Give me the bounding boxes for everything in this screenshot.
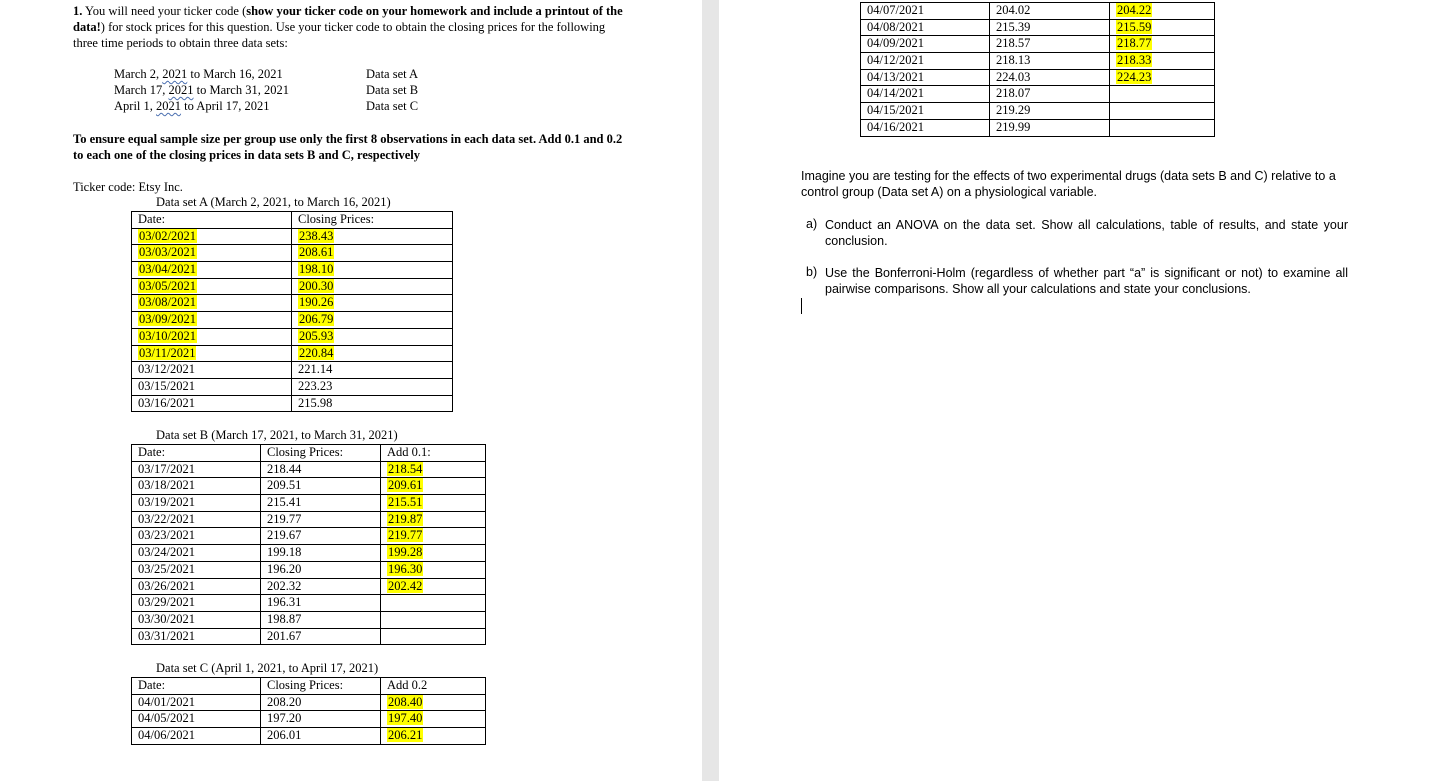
price-cell: 218.13 [990,53,1110,70]
ticker-code: Ticker code: Etsy Inc. [73,180,183,194]
header-date: Date: [132,445,261,462]
date-cell: 04/08/2021 [861,19,990,36]
date-cell: 04/12/2021 [861,53,990,70]
period-c-line: April 1, 2021 to April 17, 2021 [114,99,270,113]
price-cell: 219.29 [990,103,1110,120]
price-cell: 238.43 [292,228,453,245]
adjusted-price-cell: 208.40 [381,694,486,711]
table-row [132,478,486,495]
table-row [132,461,486,478]
table-row [132,511,486,528]
price-cell: 221.14 [292,362,453,379]
date-cell: 03/11/2021 [132,345,292,362]
price-cell: 219.67 [261,528,381,545]
period-a-line: March 2, 2021 to March 16, 2021 [114,67,283,81]
price-cell: 202.32 [261,578,381,595]
part-b-text: Use the Bonferroni-Holm (regardless of whether part “a” is significant or not) to examine all pairwise comparisons. Show all your calculations and state your conclusions. [825,266,1348,296]
set-b-title: Data set B (March 17, 2021, to March 31, 2021) [156,428,398,442]
table-row [132,561,486,578]
adjusted-price-cell [381,611,486,628]
adjusted-price-cell [381,628,486,645]
spellcheck-underline: 2021 [168,83,194,97]
price-cell: 196.31 [261,595,381,612]
adjusted-price-cell [381,595,486,612]
price-cell: 209.51 [261,478,381,495]
date-cell: 03/08/2021 [132,295,292,312]
price-cell: 208.20 [261,694,381,711]
price-cell: 218.57 [990,36,1110,53]
price-cell: 223.23 [292,378,453,395]
header-add: Add 0.1: [381,445,486,462]
adjusted-price-cell: 215.51 [381,495,486,512]
table-row [861,119,1215,136]
adjusted-price-cell: 224.23 [1110,69,1215,86]
table-row [132,245,453,262]
table-row [861,103,1215,120]
price-cell: 205.93 [292,328,453,345]
price-cell: 215.41 [261,495,381,512]
adjusted-price-cell: 215.59 [1110,19,1215,36]
date-cell: 03/17/2021 [132,461,261,478]
period-c-label: Data set C [366,99,419,113]
instructions-text-2: ) for stock prices for this question. Use your ticker code to obtain the closing prices for the following three time periods to obtain three data sets: [73,20,606,50]
document-page-left[interactable] [0,0,702,781]
table-row [132,228,453,245]
period-b-line: March 17, 2021 to March 31, 2021 [114,83,289,97]
table-row [861,53,1215,70]
table-row [132,312,453,329]
price-cell: 196.20 [261,561,381,578]
set-c-table [131,677,486,745]
price-cell: 218.07 [990,86,1110,103]
header-closing-prices: Closing Prices: [261,445,381,462]
table-row [861,36,1215,53]
table-row [861,86,1215,103]
table-row [132,295,453,312]
adjusted-price-cell [1110,86,1215,103]
date-cell: 03/16/2021 [132,395,292,412]
date-cell: 03/23/2021 [132,528,261,545]
table-row [132,711,486,728]
date-cell: 03/12/2021 [132,362,292,379]
set-a-table [131,211,453,412]
period-b-label: Data set B [366,83,419,97]
price-cell: 201.67 [261,628,381,645]
table-header-row [132,445,486,462]
date-cell: 03/15/2021 [132,378,292,395]
date-cell: 04/07/2021 [861,3,990,20]
date-cell: 03/25/2021 [132,561,261,578]
price-cell: 199.18 [261,545,381,562]
question-number: 1. [73,4,83,18]
instructions-text-1: You will need your ticker code ( [82,4,247,18]
price-cell: 200.30 [292,278,453,295]
adjusted-price-cell: 219.77 [381,528,486,545]
adjusted-price-cell: 204.22 [1110,3,1215,20]
date-cell: 03/02/2021 [132,228,292,245]
adjusted-price-cell [1110,119,1215,136]
date-cell: 04/16/2021 [861,119,990,136]
table-row [132,262,453,279]
price-cell: 219.99 [990,119,1110,136]
price-cell: 219.77 [261,511,381,528]
date-cell: 03/24/2021 [132,545,261,562]
table-row [132,278,453,295]
price-cell: 220.84 [292,345,453,362]
price-cell: 215.39 [990,19,1110,36]
adjusted-price-cell: 218.33 [1110,53,1215,70]
date-cell: 03/30/2021 [132,611,261,628]
table-row [132,528,486,545]
part-a-text: Conduct an ANOVA on the data set. Show all calculations, table of results, and state your conclusion. [825,218,1348,248]
table-row [132,495,486,512]
set-a-title: Data set A (March 2, 2021, to March 16, 2021) [156,195,391,209]
price-cell: 198.10 [292,262,453,279]
date-cell: 03/29/2021 [132,595,261,612]
date-cell: 03/04/2021 [132,262,292,279]
equal-size-note: To ensure equal sample size per group use only the first 8 observations in each data set. Add 0.1 and 0.2 to each one of the closing prices in data sets B and C, respectively [73,132,623,162]
header-add: Add 0.2 [381,678,486,695]
price-cell: 215.98 [292,395,453,412]
date-cell: 03/05/2021 [132,278,292,295]
page-gutter [702,0,719,781]
price-cell: 190.26 [292,295,453,312]
table-row [132,395,453,412]
table-row [861,19,1215,36]
date-cell: 03/03/2021 [132,245,292,262]
part-b-label: b) [806,265,818,279]
price-cell: 204.02 [990,3,1110,20]
header-date: Date: [132,212,292,229]
header-closing-prices: Closing Prices: [292,212,453,229]
table-row [132,545,486,562]
date-cell: 03/10/2021 [132,328,292,345]
adjusted-price-cell: 202.42 [381,578,486,595]
adjusted-price-cell: 218.77 [1110,36,1215,53]
date-cell: 04/14/2021 [861,86,990,103]
price-cell: 198.87 [261,611,381,628]
set-c-continued-table [860,2,1215,137]
price-cell: 208.61 [292,245,453,262]
header-date: Date: [132,678,261,695]
adjusted-price-cell: 218.54 [381,461,486,478]
table-row [132,628,486,645]
table-row [132,728,486,745]
table-row [861,3,1215,20]
date-cell: 04/01/2021 [132,694,261,711]
date-cell: 03/22/2021 [132,511,261,528]
table-row [132,611,486,628]
adjusted-price-cell [1110,103,1215,120]
date-cell: 03/26/2021 [132,578,261,595]
instructions-paragraph [73,3,625,51]
price-cell: 206.79 [292,312,453,329]
adjusted-price-cell: 206.21 [381,728,486,745]
part-a-label: a) [806,217,818,231]
date-cell: 03/09/2021 [132,312,292,329]
question-intro: Imagine you are testing for the effects of two experimental drugs (data sets B and C) relative to a control group (Data set A) on a physiological variable. [801,169,1336,199]
date-cell: 03/19/2021 [132,495,261,512]
text-cursor[interactable] [801,298,802,314]
table-row [132,378,453,395]
table-row [132,328,453,345]
set-c-title: Data set C (April 1, 2021, to April 17, 2021) [156,661,379,675]
date-cell: 04/05/2021 [132,711,261,728]
adjusted-price-cell: 219.87 [381,511,486,528]
adjusted-price-cell: 197.40 [381,711,486,728]
table-header-row [132,212,453,229]
spellcheck-underline: 2021 [162,67,188,81]
date-cell: 04/06/2021 [132,728,261,745]
table-row [132,595,486,612]
spellcheck-underline: 2021 [156,99,182,113]
date-cell: 04/13/2021 [861,69,990,86]
set-b-table [131,444,486,645]
date-cell: 03/18/2021 [132,478,261,495]
date-cell: 03/31/2021 [132,628,261,645]
date-cell: 04/09/2021 [861,36,990,53]
table-row [861,69,1215,86]
adjusted-price-cell: 209.61 [381,478,486,495]
table-row [132,362,453,379]
document-page-right[interactable] [719,0,1432,781]
date-cell: 04/15/2021 [861,103,990,120]
header-closing-prices: Closing Prices: [261,678,381,695]
instructions-bold-text: show your ticker code on your homework and include a printout of the data! [73,4,623,34]
price-cell: 197.20 [261,711,381,728]
price-cell: 218.44 [261,461,381,478]
adjusted-price-cell: 196.30 [381,561,486,578]
table-row [132,578,486,595]
table-row [132,694,486,711]
price-cell: 224.03 [990,69,1110,86]
adjusted-price-cell: 199.28 [381,545,486,562]
period-a-label: Data set A [366,67,419,81]
table-row [132,345,453,362]
table-header-row [132,678,486,695]
price-cell: 206.01 [261,728,381,745]
